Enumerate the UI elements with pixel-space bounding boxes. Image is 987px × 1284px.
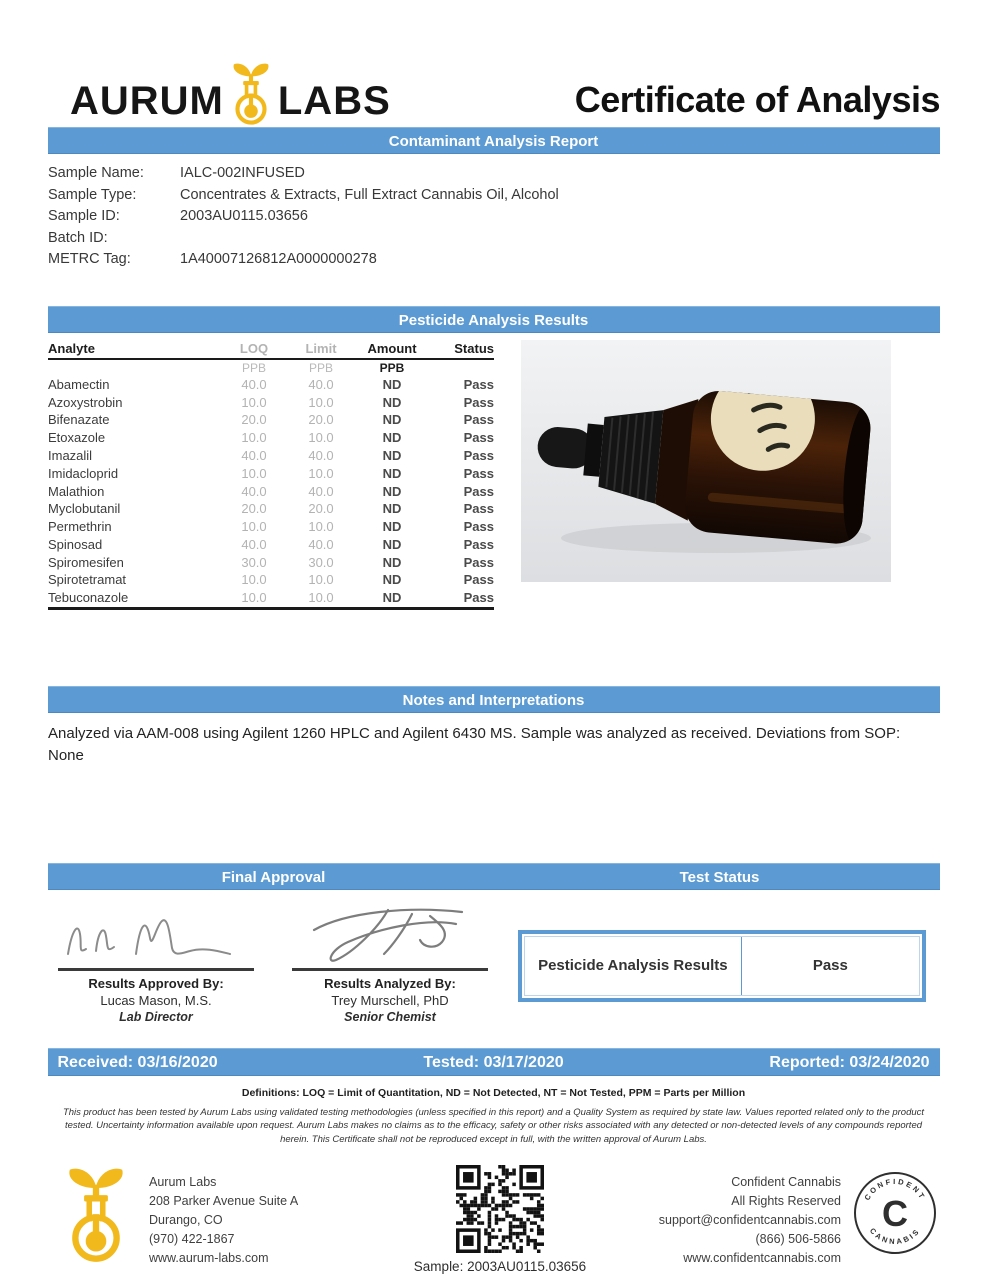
sample-info-row bbox=[48, 228, 940, 250]
dates-bar bbox=[48, 1048, 940, 1076]
sample-id-label: Sample ID: bbox=[48, 208, 120, 224]
analyte-cell: Etoxazole bbox=[48, 430, 106, 446]
analyte-cell: Tebuconazole bbox=[48, 589, 220, 608]
status-cell: Pass bbox=[463, 412, 494, 428]
sample-info-row bbox=[48, 206, 940, 228]
sample-info-row bbox=[48, 163, 940, 185]
status-cell: Pass bbox=[463, 376, 494, 392]
analyte-cell: Imidacloprid bbox=[48, 465, 119, 481]
aurum-labs-logo bbox=[70, 50, 391, 123]
cc-rights: All Rights Reserved bbox=[731, 1194, 841, 1209]
amount-cell: ND bbox=[382, 501, 402, 517]
definitions-line: Definitions: LOQ = Limit of Quantitation, ND = Not Detected, NT = Not Tested, PPM = Parts per Million bbox=[241, 1086, 746, 1099]
analyte-cell: Spirotetramat bbox=[48, 572, 127, 588]
status-header: Status bbox=[430, 340, 494, 359]
signature-line bbox=[292, 968, 488, 971]
status-cell: Pass bbox=[463, 394, 494, 410]
amount-cell: ND bbox=[382, 519, 402, 535]
loq-cell: 40.0 bbox=[241, 483, 267, 499]
limit-cell: 20.0 bbox=[308, 412, 334, 428]
disclaimer-text: This product has been tested by Aurum Labs using validated testing methodologies (unless specified in this report) and a Quality System as required by state law. Values reported related only to the product tested. Uncertainty information available upon request. Aurum Labs makes no claims as to the efficacy, safety or other risks associated with any detected or non-detected levels of any compounds reported herein. This Certificate shall not be reproduced except in full, with the written approval of Aurum Labs. bbox=[62, 1106, 925, 1145]
cc-name: Confident Cannabis bbox=[731, 1175, 841, 1190]
cc-phone: (866) 506-5866 bbox=[755, 1232, 841, 1247]
sample-name-label: Sample Name: bbox=[48, 165, 144, 181]
amount-cell: ND bbox=[382, 572, 402, 588]
sample-name-value: IALC-002INFUSED bbox=[180, 165, 305, 181]
pesticide-results-banner: Pesticide Analysis Results bbox=[48, 306, 940, 333]
header bbox=[0, 0, 987, 123]
test-status-result: Pass bbox=[812, 957, 848, 975]
cc-website: www.confidentcannabis.com bbox=[683, 1251, 841, 1266]
status-cell: Pass bbox=[463, 554, 494, 570]
loq-cell: 20.0 bbox=[241, 412, 267, 428]
lab-contact-info bbox=[149, 1165, 341, 1268]
page-title: Certificate of Analysis bbox=[574, 79, 940, 120]
loq-header: LOQ bbox=[220, 340, 288, 359]
confident-cannabis-info bbox=[607, 1165, 841, 1268]
analyte-cell: Permethrin bbox=[48, 519, 112, 535]
sample-info-row bbox=[48, 249, 940, 271]
table-row bbox=[48, 447, 494, 465]
status-cell: Pass bbox=[463, 572, 494, 588]
sample-type-value: Concentrates & Extracts, Full Extract Cannabis Oil, Alcohol bbox=[180, 186, 559, 203]
table-row bbox=[48, 553, 494, 571]
sample-product-photo bbox=[521, 340, 891, 582]
amount-unit: PPB bbox=[379, 360, 405, 375]
batch-id-label: Batch ID: bbox=[48, 229, 108, 246]
table-row bbox=[48, 464, 494, 482]
status-cell: Pass bbox=[463, 483, 494, 499]
analyte-cell: Myclobutanil bbox=[48, 501, 121, 517]
status-cell: Pass bbox=[463, 501, 494, 517]
amount-cell: ND bbox=[382, 394, 402, 410]
notes-banner: Notes and Interpretations bbox=[48, 686, 940, 713]
table-row bbox=[48, 376, 494, 394]
analyzed-by-label: Results Analyzed By: bbox=[324, 975, 456, 991]
amount-cell: ND bbox=[382, 376, 402, 392]
pesticide-table bbox=[48, 340, 494, 610]
table-row bbox=[48, 536, 494, 554]
approved-by-label: Results Approved By: bbox=[88, 975, 224, 991]
table-row bbox=[48, 500, 494, 518]
limit-cell: 10.0 bbox=[288, 589, 354, 608]
loq-cell: 30.0 bbox=[241, 554, 267, 570]
batch-id-value bbox=[180, 228, 940, 250]
approval-section bbox=[0, 890, 987, 1026]
qr-block bbox=[409, 1165, 591, 1274]
loq-cell: 20.0 bbox=[241, 501, 267, 517]
signature-analyst bbox=[292, 904, 488, 966]
test-status-name: Pesticide Analysis Results bbox=[525, 937, 742, 995]
loq-cell: 40.0 bbox=[241, 448, 267, 464]
limit-cell: 40.0 bbox=[308, 483, 334, 499]
cc-ring-top-text: CONFIDENT bbox=[862, 1177, 928, 1203]
analyzed-by-block bbox=[292, 904, 488, 1026]
limit-cell: 10.0 bbox=[308, 465, 334, 481]
table-row bbox=[48, 411, 494, 429]
analyte-cell: Bifenazate bbox=[48, 412, 110, 428]
final-approval-title: Final Approval bbox=[221, 868, 326, 886]
loq-cell: 10.0 bbox=[241, 465, 267, 481]
cc-center-letter: C bbox=[882, 1193, 908, 1235]
limit-cell: 10.0 bbox=[308, 394, 334, 410]
logo-word-labs: LABS bbox=[277, 79, 391, 123]
limit-cell: 10.0 bbox=[308, 572, 334, 588]
limit-cell: 10.0 bbox=[308, 430, 334, 446]
signature-approver bbox=[58, 904, 254, 966]
analyte-cell: Imazalil bbox=[48, 448, 93, 464]
loq-cell: 10.0 bbox=[220, 589, 288, 608]
analyte-header: Analyte bbox=[48, 340, 220, 359]
loq-cell: 10.0 bbox=[241, 572, 267, 588]
flask-icon bbox=[225, 60, 277, 128]
analyzed-by-title: Senior Chemist bbox=[344, 1009, 436, 1024]
analyte-cell: Azoxystrobin bbox=[48, 394, 123, 410]
test-status-title: Test Status bbox=[679, 868, 760, 886]
limit-cell: 40.0 bbox=[308, 448, 334, 464]
limit-unit: PPB bbox=[308, 360, 333, 375]
sample-id-value: 2003AU0115.03656 bbox=[180, 208, 308, 224]
confident-cannabis-logo bbox=[853, 1171, 937, 1255]
loq-cell: 40.0 bbox=[241, 536, 267, 552]
status-cell: Pass bbox=[463, 519, 494, 535]
analyte-cell: Spinosad bbox=[48, 536, 103, 552]
lab-address-1: 208 Parker Avenue Suite A bbox=[149, 1194, 299, 1209]
tested-date: Tested: 03/17/2020 bbox=[423, 1053, 564, 1071]
metrc-tag-value: 1A40007126812A0000000278 bbox=[180, 251, 377, 267]
approval-status-banner bbox=[48, 863, 940, 890]
qr-sample-caption: Sample: 2003AU0115.03656 bbox=[413, 1259, 587, 1275]
table-row bbox=[48, 518, 494, 536]
loq-cell: 10.0 bbox=[241, 519, 267, 535]
table-row bbox=[48, 589, 494, 608]
status-cell: Pass bbox=[463, 465, 494, 481]
limit-cell: 40.0 bbox=[308, 376, 334, 392]
qr-code bbox=[456, 1165, 544, 1253]
table-header-row bbox=[48, 340, 494, 359]
lab-phone: (970) 422-1867 bbox=[149, 1232, 235, 1247]
received-date: Received: 03/16/2020 bbox=[57, 1053, 218, 1071]
loq-cell: 10.0 bbox=[241, 394, 267, 410]
amount-cell: ND bbox=[382, 430, 402, 446]
amount-cell: ND bbox=[382, 448, 402, 464]
status-cell: Pass bbox=[463, 536, 494, 552]
amount-cell: ND bbox=[354, 589, 430, 608]
sample-info bbox=[48, 163, 940, 271]
amount-cell: ND bbox=[382, 536, 402, 552]
limit-cell: 20.0 bbox=[308, 501, 334, 517]
amount-cell: ND bbox=[382, 554, 402, 570]
table-row bbox=[48, 571, 494, 589]
sample-info-row bbox=[48, 185, 940, 207]
amount-header: Amount bbox=[354, 340, 430, 359]
approved-by-block bbox=[58, 904, 254, 1026]
table-row bbox=[48, 482, 494, 500]
flask-icon bbox=[55, 1165, 137, 1265]
status-cell: Pass bbox=[430, 589, 494, 608]
limit-cell: 10.0 bbox=[308, 519, 334, 535]
table-row bbox=[48, 393, 494, 411]
test-status-box bbox=[518, 930, 926, 1002]
pesticide-section bbox=[48, 340, 940, 610]
limit-cell: 30.0 bbox=[308, 554, 334, 570]
analyzed-by-name: Trey Murschell, PhD bbox=[331, 992, 449, 1008]
loq-cell: 40.0 bbox=[241, 376, 267, 392]
amount-cell: ND bbox=[382, 465, 402, 481]
footer bbox=[0, 1165, 987, 1274]
lab-address-2: Durango, CO bbox=[149, 1213, 223, 1228]
cc-email: support@confidentcannabis.com bbox=[658, 1213, 841, 1228]
metrc-tag-label: METRC Tag: bbox=[48, 251, 131, 267]
test-status-inner bbox=[524, 936, 920, 996]
limit-cell: 40.0 bbox=[308, 536, 334, 552]
notes-text: Analyzed via AAM-008 using Agilent 1260 HPLC and Agilent 6430 MS. Sample was analyzed as received. Deviations from SOP: None bbox=[48, 724, 901, 764]
logo-word-aurum: AURUM bbox=[70, 79, 224, 123]
contaminant-report-banner: Contaminant Analysis Report bbox=[48, 127, 940, 154]
loq-cell: 10.0 bbox=[241, 430, 267, 446]
analyte-cell: Abamectin bbox=[48, 376, 110, 392]
analyte-cell: Spiromesifen bbox=[48, 554, 124, 570]
analyte-cell: Malathion bbox=[48, 483, 105, 499]
units-row bbox=[48, 359, 494, 376]
reported-date: Reported: 03/24/2020 bbox=[769, 1053, 930, 1071]
sample-type-label: Sample Type: bbox=[48, 186, 137, 203]
status-cell: Pass bbox=[463, 448, 494, 464]
status-cell: Pass bbox=[463, 430, 494, 446]
amount-cell: ND bbox=[382, 483, 402, 499]
lab-website: www.aurum-labs.com bbox=[149, 1251, 269, 1266]
loq-unit: PPB bbox=[241, 360, 266, 375]
approved-by-name: Lucas Mason, M.S. bbox=[100, 992, 212, 1008]
limit-header: Limit bbox=[288, 340, 354, 359]
signature-line bbox=[58, 968, 254, 971]
approved-by-title: Lab Director bbox=[119, 1009, 193, 1024]
amount-cell: ND bbox=[382, 412, 402, 428]
table-row bbox=[48, 429, 494, 447]
cc-ring-bottom-text: CANNABIS bbox=[867, 1226, 923, 1247]
lab-name: Aurum Labs bbox=[149, 1175, 217, 1190]
